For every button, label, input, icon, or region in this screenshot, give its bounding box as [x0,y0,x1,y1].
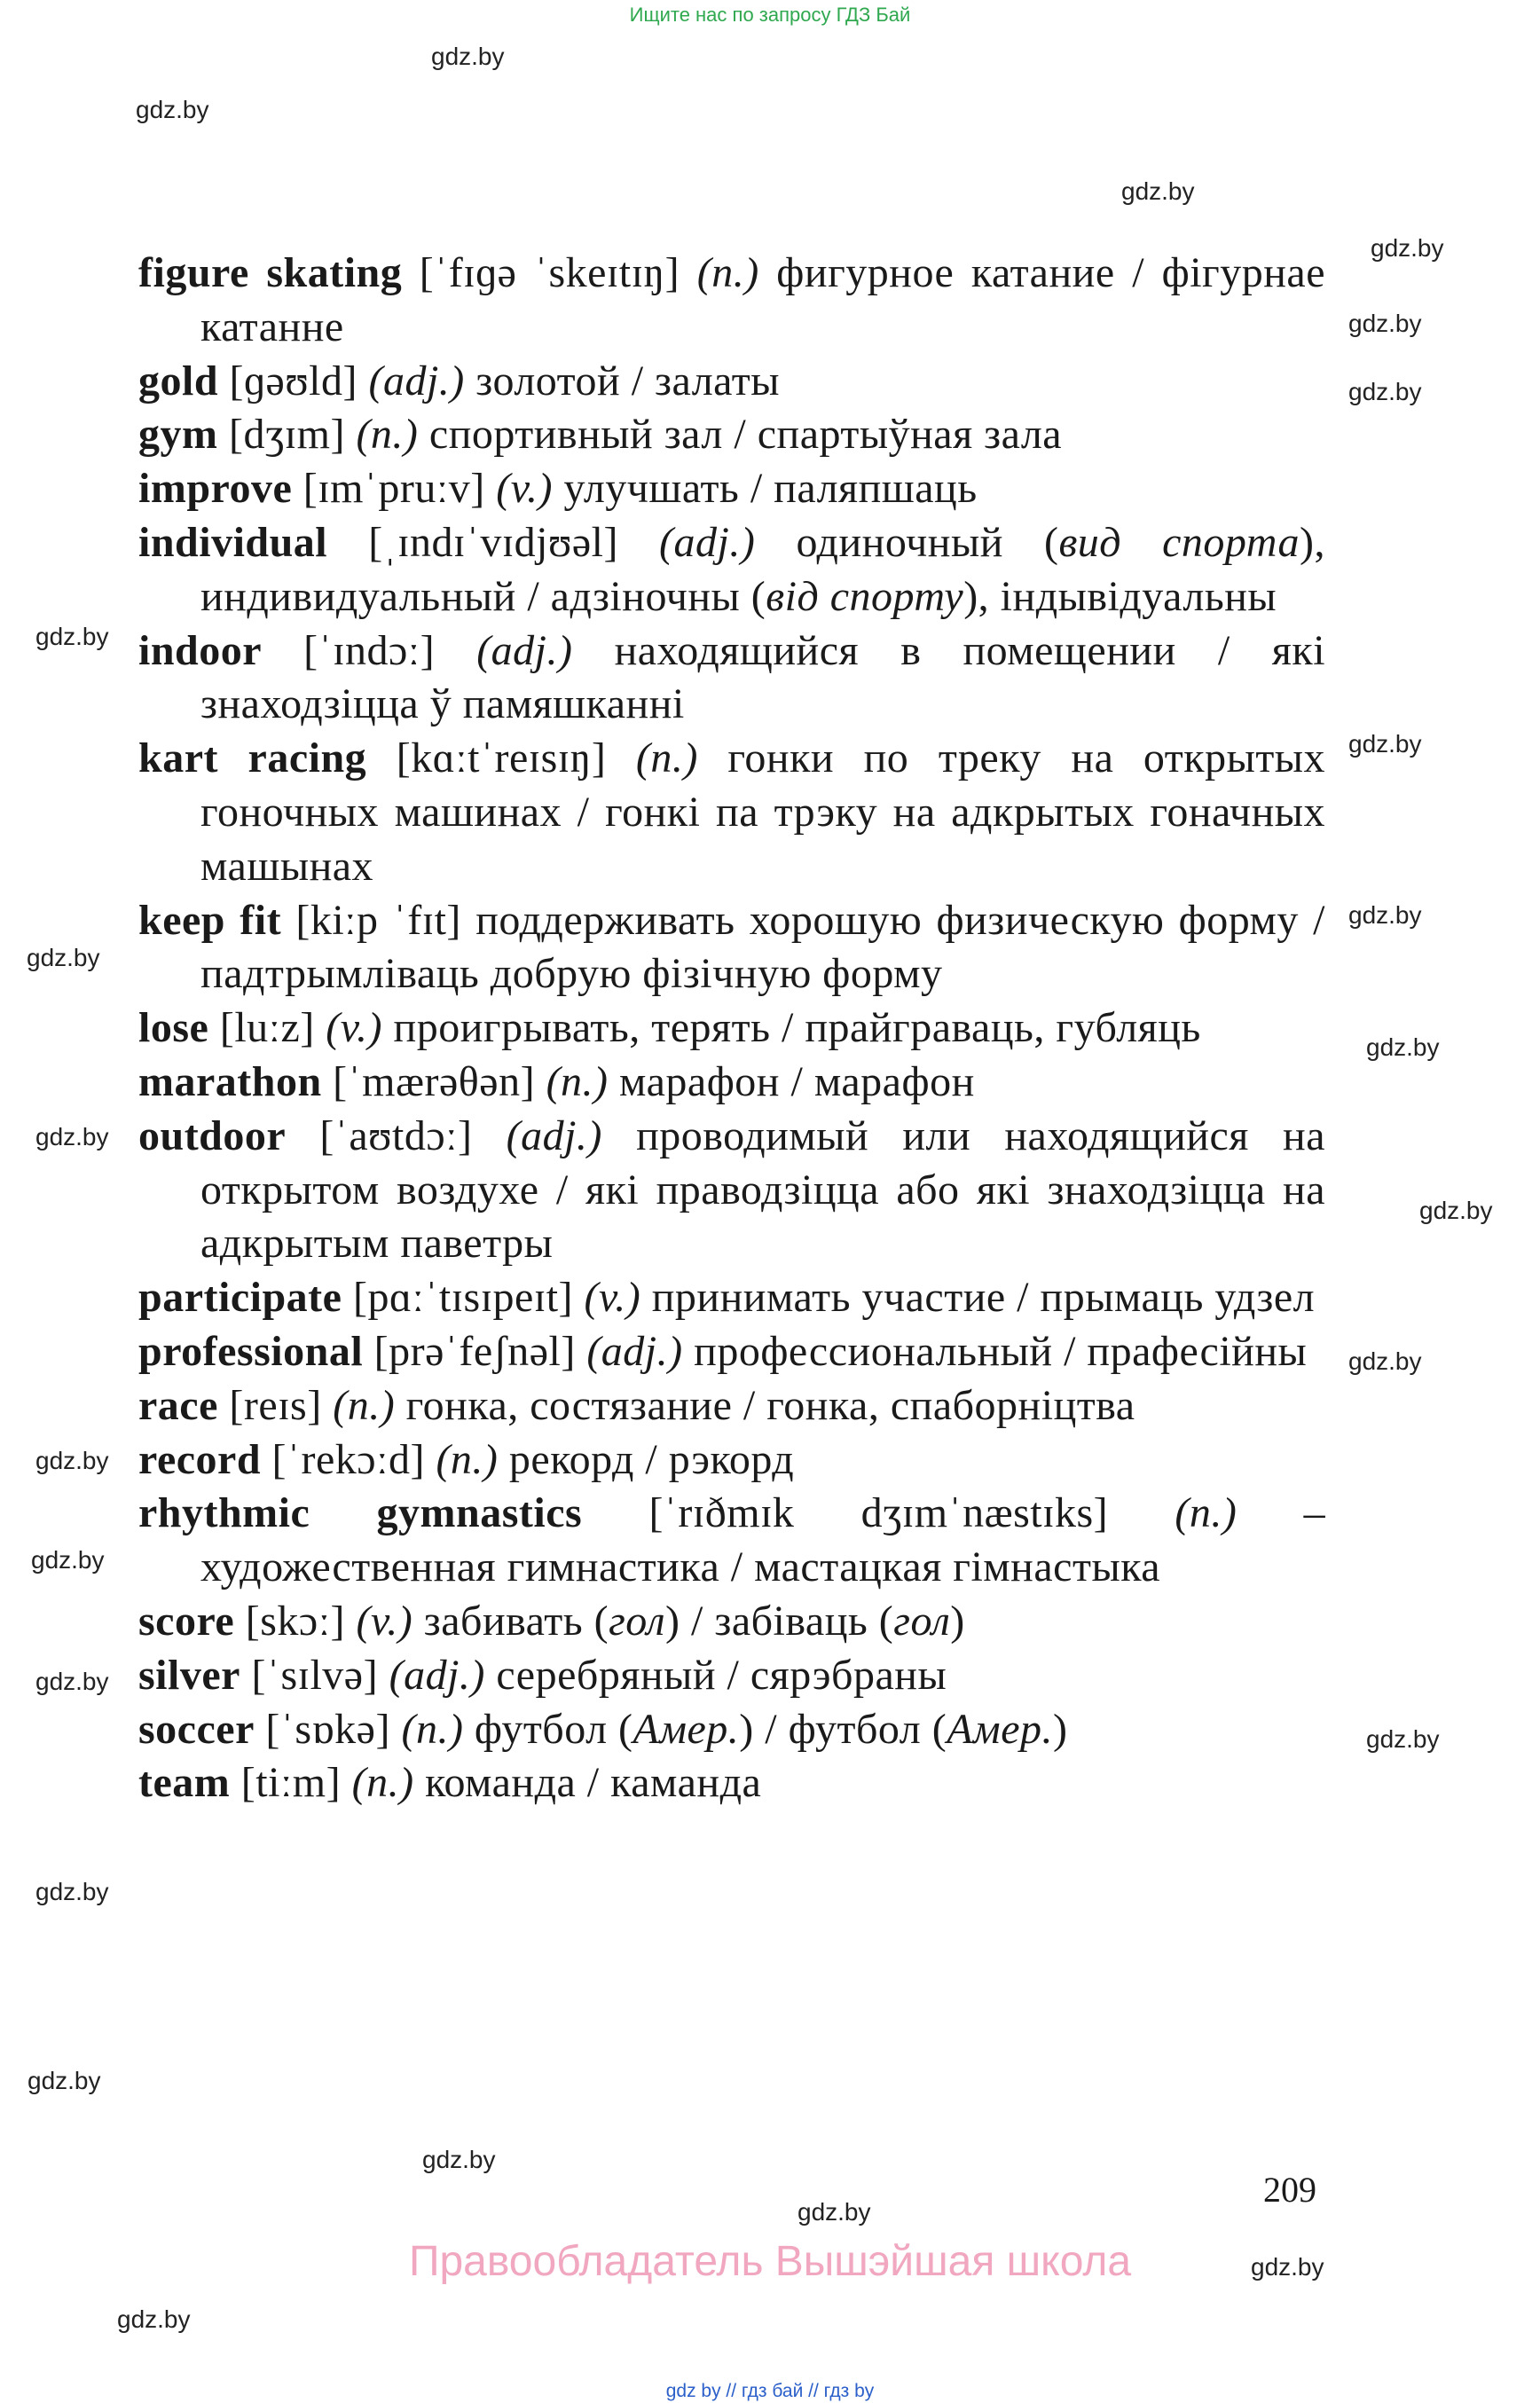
headword: gold [138,357,219,404]
glossary-entry [138,624,1325,733]
pronunciation: [ˈaʊtdɔː] [319,1111,473,1159]
headword: keep fit [138,896,282,944]
pronunciation: [ˈrekɔːd] [271,1435,425,1483]
watermark-text: gdz.by [1348,378,1422,405]
definition-text: ), індывідуальны [963,572,1277,620]
definition-text: команда / каманда [425,1759,762,1807]
watermark-text: gdz.by [1366,1033,1440,1061]
pronunciation: [ɡəʊld] [229,357,358,404]
watermark-text: gdz.by [35,623,109,650]
glossary-entry [138,1001,1325,1056]
definition-text: принимать участие / прымаць удзел [651,1274,1316,1322]
definition-text: ), индивидуальный / адзіночны ( [200,518,1326,620]
pronunciation: [kiːp ˈfɪt] [295,896,461,944]
part-of-speech: (n.) [356,411,419,459]
part-of-speech: (n.) [1175,1489,1238,1537]
headword: marathon [138,1057,322,1105]
definition-text: гол [609,1597,666,1645]
definition-text: профессиональный / прафесійны [694,1327,1308,1375]
watermark-text: gdz.by [1419,1197,1493,1224]
watermark-text: gdz.by [1348,1347,1422,1375]
definition-text: улучшать / паляпшаць [563,465,978,513]
part-of-speech: (adj.) [506,1111,602,1159]
definition-text: проводимый или находящийся на открытом воздухе / які праводзіцца або які знаходзіцца на адкрытым паветры [200,1111,1325,1268]
part-of-speech: (adj.) [389,1651,485,1699]
page-number: 209 [1263,2170,1316,2210]
watermark-text: gdz.by [28,2067,101,2094]
headword: lose [138,1004,209,1052]
glossary-entry [138,516,1325,624]
watermark-text: gdz.by [422,2146,496,2173]
part-of-speech: (v.) [356,1597,413,1645]
glossary-entry [138,462,1325,516]
headword: improve [138,465,293,513]
definition-text: одиночный ( [796,518,1059,566]
watermark-text: gdz.by [1348,730,1422,758]
glossary-entry [138,732,1325,893]
watermark-text: gdz.by [35,1447,109,1474]
watermark-text: gdz.by [117,2305,191,2333]
top-search-hint: Ищите нас по запросу ГДЗ Бай [629,4,911,26]
glossary-entry [138,1595,1325,1649]
part-of-speech: (v.) [326,1004,382,1052]
copyright-notice: Правообладатель Вышэйшая школа [408,2238,1132,2285]
part-of-speech: (v.) [584,1274,641,1322]
pronunciation: [reɪs] [229,1381,322,1429]
definition-text: вид спорта [1058,518,1300,566]
definition-text: гол [893,1597,951,1645]
watermark-text: gdz.by [35,1668,109,1695]
part-of-speech: (n.) [401,1705,464,1753]
definition-text: находящийся в помещении / які знаходзіцца ў памяшканні [200,626,1326,728]
pronunciation: [ˌɪndɪˈvɪdjʊəl] [368,518,618,566]
headword: participate [138,1274,342,1322]
definition-text: ) [950,1597,965,1645]
glossary-entry [138,408,1325,462]
part-of-speech: (adj.) [368,357,465,404]
footer-links: gdz by // гдз бай // гдз by [665,2381,875,2401]
definition-text: Амер. [632,1705,740,1753]
watermark-text: gdz.by [431,43,505,70]
part-of-speech: (n.) [635,734,698,782]
watermark-text: gdz.by [27,944,100,971]
definition-text: фигурное катание / фігурнае катанне [200,249,1326,350]
headword: outdoor [138,1111,287,1159]
pronunciation: [prəˈfeʃnəl] [373,1327,576,1375]
pronunciation: [ˈrɪðmɪk dʒɪmˈnæstɪks] [648,1489,1109,1537]
definition-text: марафон / марафон [619,1057,975,1105]
watermark-text: gdz.by [798,2198,871,2226]
watermark-text: gdz.by [1251,2253,1324,2281]
glossary-list [138,247,1325,1810]
watermark-text: gdz.by [35,1878,109,1905]
glossary-entry [138,1325,1325,1379]
definition-text: ) / забіваць ( [665,1597,894,1645]
glossary-entry [138,1271,1325,1325]
part-of-speech: (adj.) [659,518,756,566]
pronunciation: [ˈfɪɡə ˈskeɪtɪŋ] [419,249,680,296]
headword: record [138,1435,262,1483]
headword: indoor [138,626,263,674]
part-of-speech: (n.) [696,249,759,296]
part-of-speech: (adj.) [586,1327,683,1375]
part-of-speech: (n.) [546,1057,609,1105]
pronunciation: [kɑːtˈreɪsɪŋ] [396,734,607,782]
pronunciation: [skɔː] [245,1597,346,1645]
glossary-entry [138,247,1325,355]
headword: individual [138,518,328,566]
definition-text: Амер. [947,1705,1053,1753]
watermark-text: gdz.by [1366,1725,1440,1753]
glossary-entry [138,1756,1325,1810]
definition-text: проигрывать, терять / прайграваць, губляць [393,1004,1201,1052]
headword: gym [138,411,218,459]
headword: soccer [138,1705,255,1753]
headword: team [138,1759,231,1807]
pronunciation: [ˈmærəθən] [333,1057,536,1105]
watermark-text: gdz.by [1348,310,1422,337]
pronunciation: [dʒɪm] [228,411,345,459]
definition-text: – художественная гимнастика / мастацкая гімнастыка [200,1489,1326,1591]
part-of-speech: (n.) [333,1381,396,1429]
definition-text: ) / футбол ( [739,1705,947,1753]
pronunciation: [ˈsɪlvə] [251,1651,379,1699]
pronunciation: [ɪmˈpruːv] [302,465,485,513]
definition-text: гонка, состязание / гонка, спаборніцтва [405,1381,1135,1429]
definition-text: рекорд / рэкорд [508,1435,795,1483]
part-of-speech: (n.) [436,1435,499,1483]
pronunciation: [ˈɪndɔː] [303,626,436,674]
headword: professional [138,1327,364,1375]
glossary-entry [138,1379,1325,1433]
glossary-entry [138,1056,1325,1110]
definition-text: золотой / залаты [475,357,780,404]
watermark-text: gdz.by [136,96,209,123]
glossary-entry [138,1649,1325,1703]
headword: race [138,1381,218,1429]
pronunciation: [ˈsɒkə] [265,1705,390,1753]
headword: silver [138,1651,240,1699]
headword: kart racing [138,734,367,782]
pronunciation: [pɑːˈtɪsɪpeɪt] [352,1274,574,1322]
glossary-entry [138,894,1325,1002]
definition-text: гонки по треку на открытых гоночных машинах / гонкі па трэку на адкрытых гоначных машынах [200,734,1326,890]
headword: rhythmic gymnastics [138,1489,583,1537]
watermark-text: gdz.by [31,1546,105,1574]
definition-text: футбол ( [474,1705,633,1753]
part-of-speech: (adj.) [476,626,573,674]
watermark-text: gdz.by [35,1123,109,1150]
definition-text: від спорту [766,572,964,620]
glossary-entry [138,1110,1325,1271]
pronunciation: [luːz] [219,1004,315,1052]
watermark-text: gdz.by [1371,234,1444,262]
definition-text: спортивный зал / спартыўная зала [428,411,1063,459]
headword: score [138,1597,235,1645]
definition-text: серебряный / сярэбраны [496,1651,947,1699]
glossary-entry [138,1487,1325,1595]
definition-text: поддерживать хорошую физическую форму / падтрымліваць добрую фізічную форму [200,896,1326,998]
glossary-entry [138,355,1325,409]
part-of-speech: (v.) [496,465,553,513]
watermark-text: gdz.by [1121,177,1195,205]
pronunciation: [tiːm] [240,1759,342,1807]
glossary-entry [138,1433,1325,1488]
watermark-text: gdz.by [1348,901,1422,929]
glossary-entry [138,1703,1325,1757]
definition-text: ) [1053,1705,1068,1753]
definition-text: забивать ( [423,1597,609,1645]
part-of-speech: (n.) [351,1759,414,1807]
headword: figure skating [138,249,403,296]
